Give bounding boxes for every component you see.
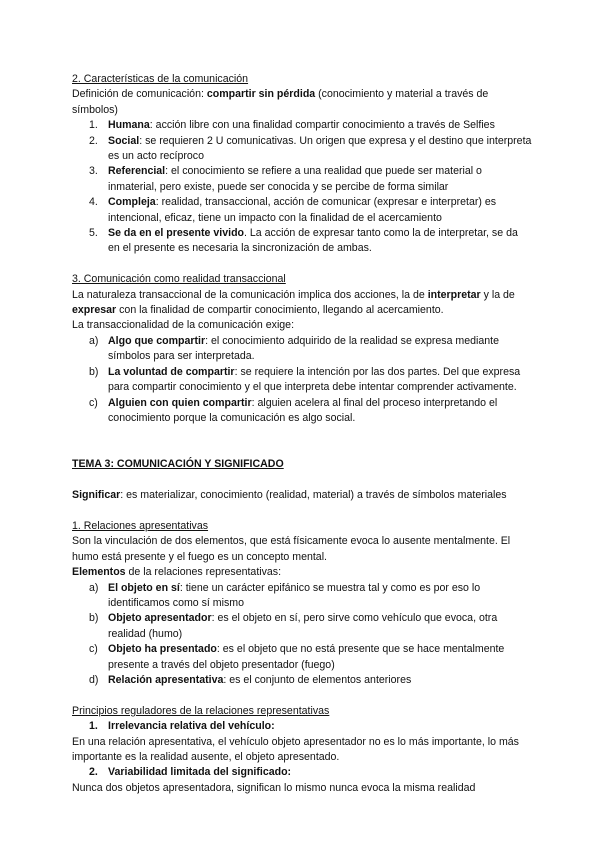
list-item: c) Objeto ha presentado: es el objeto que no está presente que se hace mentalmente presente a través del objeto presentador (fuego) xyxy=(89,643,505,671)
principio-title: 2. Variabilidad limitada del significado: xyxy=(89,766,292,779)
section-heading-transaccional: 3. Comunicación como realidad transaccional xyxy=(72,273,286,286)
definition-bold: compartir sin pérdida xyxy=(206,88,316,101)
elementos-list xyxy=(72,581,532,689)
principio-text: Nunca dos objetos apresentadora, significan lo mismo nunca evoca la misma realidad xyxy=(72,781,476,794)
elementos-line: Elementos de la relaciones representativas: xyxy=(72,566,282,579)
list-item: 4. Compleja: realidad, transaccional, acción de comunicar (expresar e interpretar) es intencional, eficaz, tiene un impacto con la finalidad de el acercamiento xyxy=(89,196,497,224)
exige-list xyxy=(72,334,532,426)
list-item: c) Alguien con quien compartir: alguien acelera al final del proceso interpretando el conocimiento porque la comunicación es algo social. xyxy=(89,396,498,424)
list-item: 3. Referencial: el conocimiento se refiere a una realidad que puede ser material o inmaterial, pero existe, puede ser conocida y se percibe de forma similar xyxy=(89,165,482,193)
list-item: a) Algo que compartir: el conocimiento adquirido de la realidad se expresa mediante símbolos para ser interpretada. xyxy=(89,334,499,363)
significar-definition: Significar: es materializar, conocimiento (realidad, material) a través de símbolos materiales xyxy=(72,489,507,502)
tema-title: TEMA 3: COMUNICACIÓN Y SIGNIFICADO xyxy=(72,458,284,471)
list-item: b) La voluntad de compartir: se requiere la intención por las dos partes. Del que expresa para compartir conocimiento y el que interpreta debe intentar comprender activamente. xyxy=(89,365,521,394)
list-item: d) Relación apresentativa: es el conjunto de elementos anteriores xyxy=(89,673,412,686)
list-item: 1. Humana: acción libre con una finalidad compartir conocimiento a través de Selfies xyxy=(89,119,495,132)
section-heading-relaciones: 1. Relaciones apresentativas xyxy=(72,519,209,532)
relaciones-paragraph: Son la vinculación de dos elementos, que está físicamente evoca lo ausente mentalmente. El humo está presente y el fuego es un concepto mental. xyxy=(72,535,511,563)
list-item: 5. Se da en el presente vivido. La acción de expresar tanto como la de interpretar, se da en el presente es necesaria la sincronización de ambas. xyxy=(89,227,518,255)
definition-paragraph: Definición de comunicación: compartir sin pérdida (conocimiento y material a través de símbolos) xyxy=(72,88,489,116)
caracteristicas-list xyxy=(72,118,532,257)
principio-text: En una relación apresentativa, el vehículo objeto apresentador no es lo más importante, lo más importante es la realidad ausente, el objeto apresentado. xyxy=(72,735,519,763)
section-heading-principios: Principios reguladores de la relaciones representativas xyxy=(72,704,330,717)
transaccional-paragraph: La naturaleza transaccional de la comunicación implica dos acciones, la de interpretar y la de expresar con la finalidad de compartir conocimiento, llegando al acercamiento. xyxy=(72,288,515,317)
transaccionalidad-line: La transaccionalidad de la comunicación exige: xyxy=(72,319,295,332)
principio-title: 1. Irrelevancia relativa del vehículo: xyxy=(89,720,275,733)
section-heading-caracteristicas: 2. Características de la comunicación xyxy=(72,73,249,85)
list-item: a) El objeto en sí: tiene un carácter epifánico se muestra tal y como es por eso lo identificamos como sí mismo xyxy=(89,581,481,609)
list-item: 2. Social: se requieren 2 U comunicativas. Un origen que expresa y el destino que interpreta es un acto recíproco xyxy=(89,134,532,163)
list-item: b) Objeto apresentador: es el objeto en sí, pero sirve como vehículo que evoca, otra realidad (humo) xyxy=(89,612,498,640)
document-page xyxy=(72,72,532,796)
